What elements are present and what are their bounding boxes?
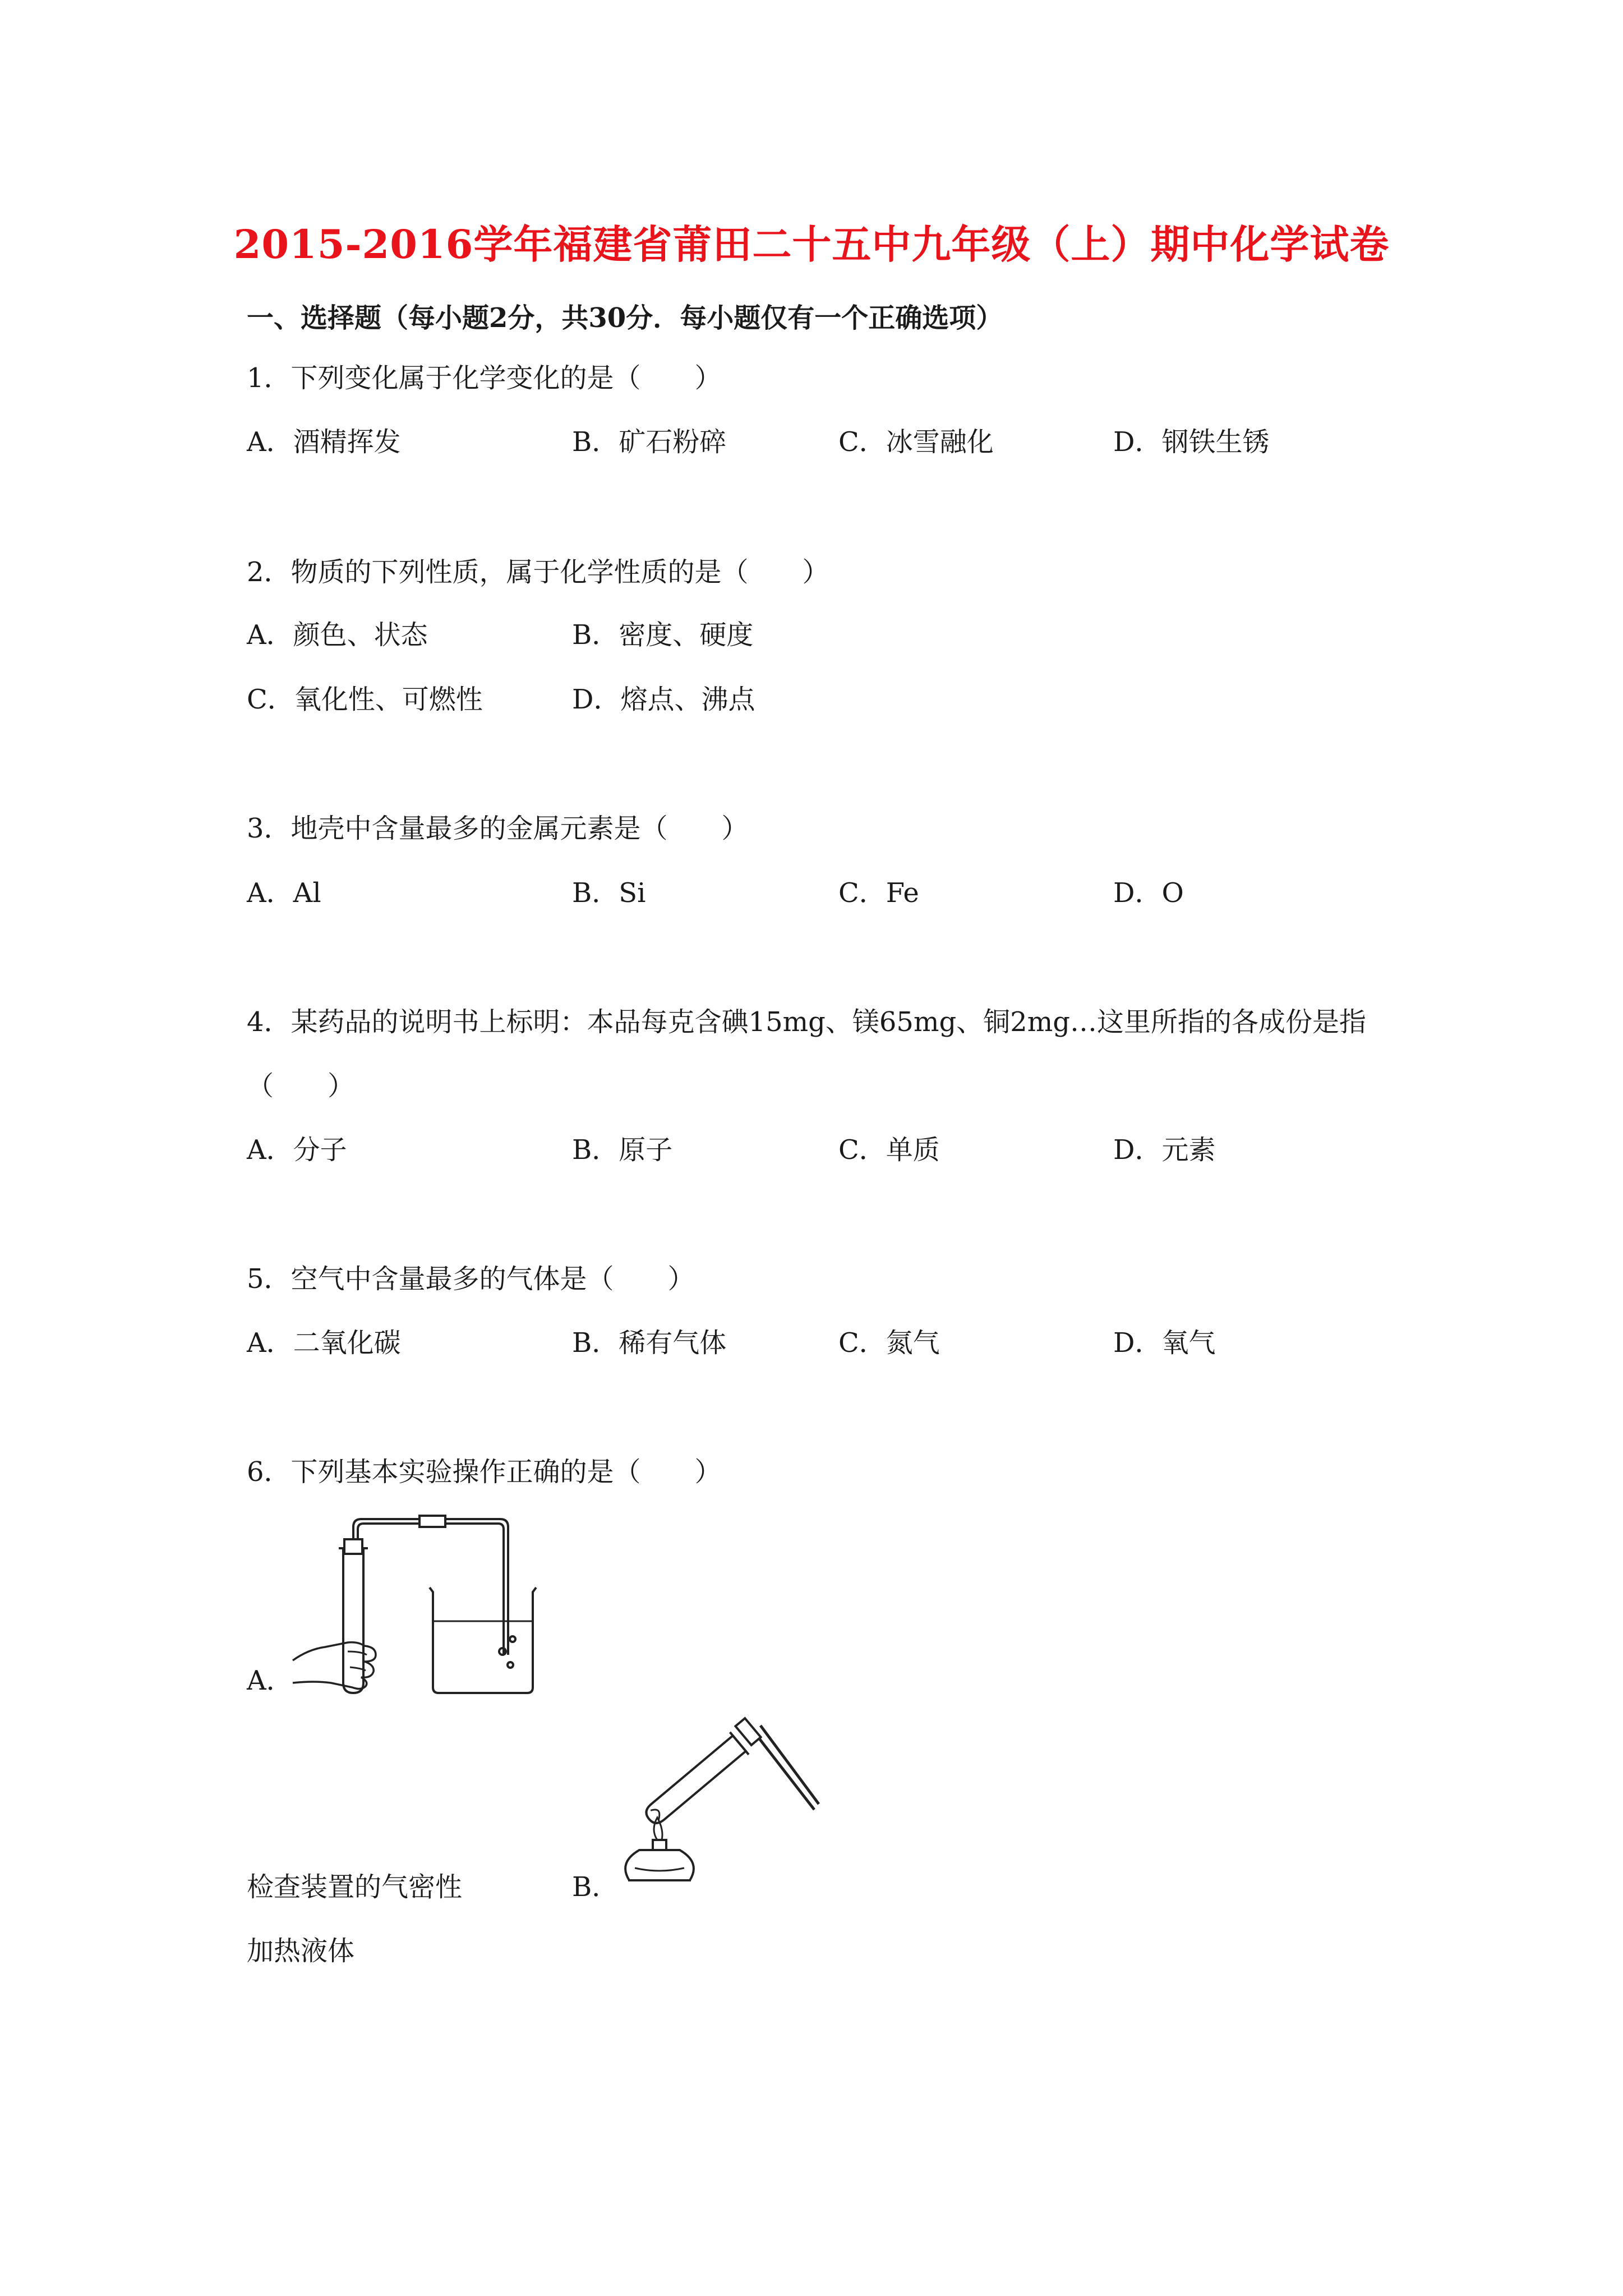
question-4-stem-continued: （ ） <box>247 1070 355 1102</box>
q6-option-a[interactable]: A． <box>247 1665 293 1696</box>
q3-option-d[interactable]: D．O <box>1113 877 1184 909</box>
q2-option-d[interactable]: D．熔点、沸点 <box>572 684 755 715</box>
q3-option-a[interactable]: A．Al <box>247 877 321 909</box>
q4-option-b[interactable]: B．原子 <box>572 1134 673 1166</box>
q2-option-c[interactable]: C．氧化性、可燃性 <box>247 684 483 715</box>
q3-option-c[interactable]: C．Fe <box>838 877 919 909</box>
q1-option-a[interactable]: A．酒精挥发 <box>247 426 401 458</box>
q5-option-a[interactable]: A．二氧化碳 <box>247 1327 401 1359</box>
figure-a-caption: 检查装置的气密性 <box>247 1871 463 1903</box>
q4-option-a[interactable]: A．分子 <box>247 1134 347 1166</box>
question-2-stem: 2．物质的下列性质，属于化学性质的是（ ） <box>247 556 829 588</box>
question-6-stem: 6．下列基本实验操作正确的是（ ） <box>247 1456 722 1488</box>
checking-airtightness-figure <box>292 1515 538 1700</box>
question-4-stem: 4．某药品的说明书上标明：本品每克含碘15mg、镁65mg、铜2mg…这里所指的各成份是指 <box>247 1006 1366 1038</box>
q3-option-b[interactable]: B．Si <box>572 877 646 909</box>
q5-option-d[interactable]: D．氧气 <box>1113 1327 1216 1359</box>
q5-option-b[interactable]: B．稀有气体 <box>572 1327 727 1359</box>
q1-option-d[interactable]: D．钢铁生锈 <box>1113 426 1270 458</box>
q2-option-b[interactable]: B．密度、硬度 <box>572 619 754 651</box>
q4-option-d[interactable]: D．元素 <box>1113 1134 1216 1166</box>
section-heading: 一、选择题（每小题2分，共30分．每小题仅有一个正确选项） <box>247 302 1003 334</box>
question-1-stem: 1．下列变化属于化学变化的是（ ） <box>247 362 722 394</box>
q4-option-c[interactable]: C．单质 <box>838 1134 940 1166</box>
heating-liquid-figure <box>606 1700 819 1902</box>
q1-option-b[interactable]: B．矿石粉碎 <box>572 426 727 458</box>
figure-b-caption: 加热液体 <box>247 1935 355 1967</box>
q5-option-c[interactable]: C．氮气 <box>838 1327 940 1359</box>
question-5-stem: 5．空气中含量最多的气体是（ ） <box>247 1263 695 1295</box>
question-3-stem: 3．地壳中含量最多的金属元素是（ ） <box>247 813 749 844</box>
q1-option-c[interactable]: C．冰雪融化 <box>838 426 994 458</box>
q2-option-a[interactable]: A．颜色、状态 <box>247 619 428 651</box>
page-title: 2015-2016学年福建省莆田二十五中九年级（上）期中化学试卷 <box>233 221 1390 268</box>
q6-option-b[interactable]: B． <box>572 1871 619 1903</box>
